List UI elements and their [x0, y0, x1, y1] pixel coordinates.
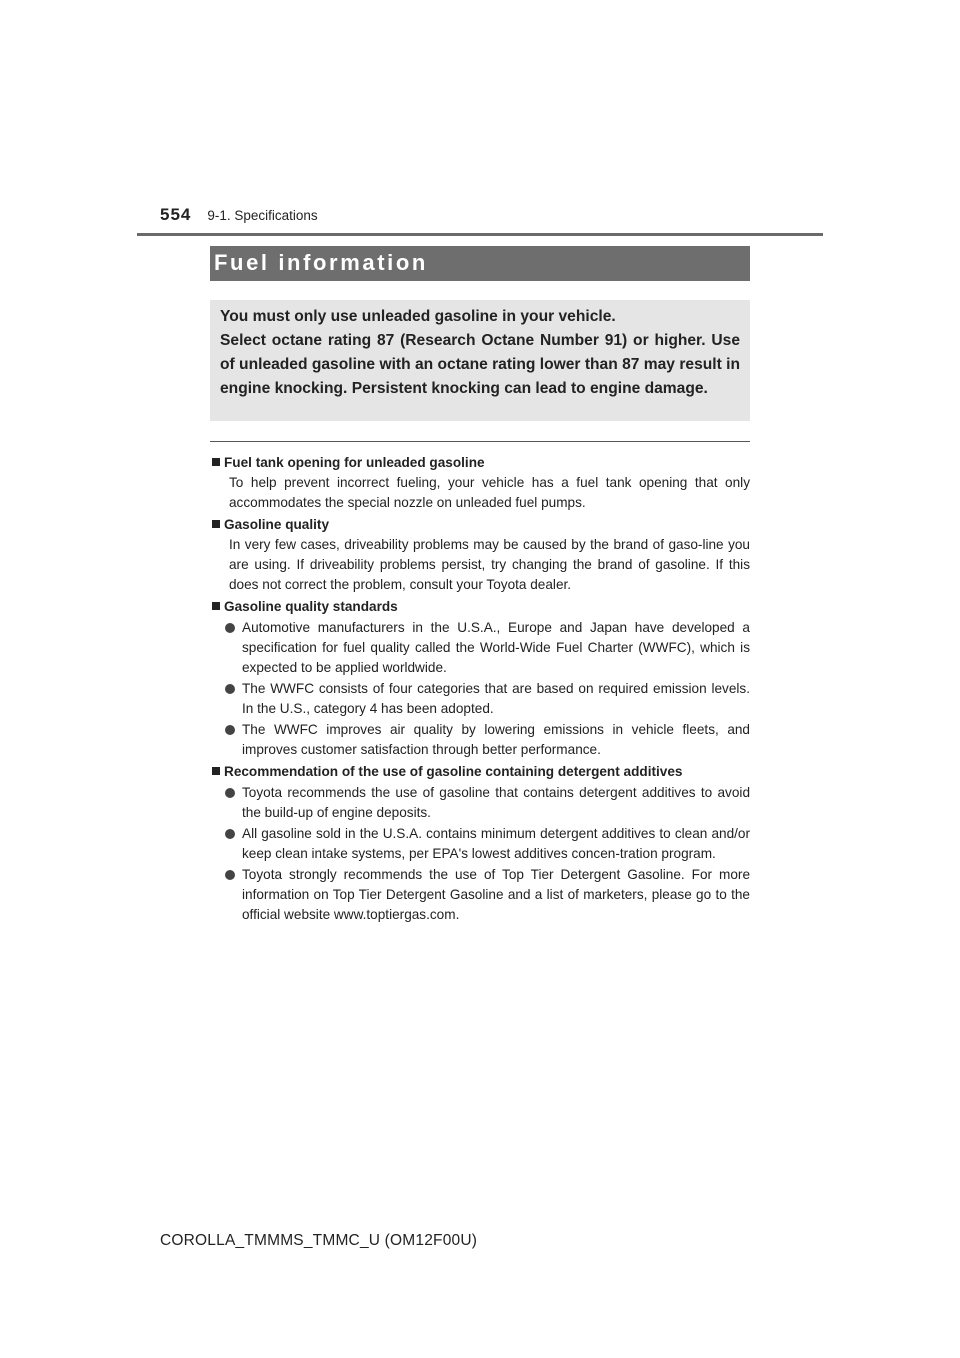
- circle-bullet-icon: [225, 829, 235, 839]
- intro-box: [210, 300, 750, 421]
- list-item-text: Toyota strongly recommends the use of Top Tier Detergent Gasoline. For more information on Top Tier Detergent Gasoline and a list of marketers, please go to the official website www.toptiergas.com.: [242, 867, 750, 922]
- intro-line-1: You must only use unleaded gasoline in your vehicle.: [220, 308, 616, 325]
- section-label: 9-1. Specifications: [207, 208, 318, 223]
- list-item: [212, 824, 750, 864]
- document-footer: COROLLA_TMMMS_TMMC_U (OM12F00U): [160, 1232, 478, 1249]
- content: [212, 451, 750, 926]
- section-text: In very few cases, driveability problems may be caused by the brand of gaso-line you are using. If driveability problems persist, try changing the brand of gasoline. If this does not correct the problem, consult your Toyota dealer.: [229, 537, 750, 592]
- list-item-text: Automotive manufacturers in the U.S.A., Europe and Japan have developed a specification for fuel quality called the World-Wide Fuel Charter (WWFC), which is expected to be applied worldwide.: [242, 620, 750, 675]
- list-item: [212, 783, 750, 823]
- list-item: [212, 720, 750, 760]
- section-heading: [212, 453, 750, 473]
- section-heading: [212, 597, 750, 617]
- square-bullet-icon: [212, 602, 220, 610]
- list-item-text: Toyota recommends the use of gasoline that contains detergent additives to avoid the build-up of engine deposits.: [242, 785, 750, 820]
- list-item: [212, 865, 750, 925]
- list-item-text: All gasoline sold in the U.S.A. contains minimum detergent additives to clean and/or keep clean intake systems, per EPA's lowest additives concen-tration program.: [242, 826, 750, 861]
- list-item: [212, 679, 750, 719]
- page-title: Fuel information: [214, 250, 428, 275]
- circle-bullet-icon: [225, 870, 235, 880]
- intro-line-2: Select octane rating 87 (Research Octane Number 91) or higher. Use of unleaded gasoline with an octane rating lower than 87 may result in engine knocking. Persistent knocking can lead to engine damage.: [220, 332, 740, 397]
- section-text: To help prevent incorrect fueling, your vehicle has a fuel tank opening that only accommodates the special nozzle on unleaded fuel pumps.: [229, 475, 750, 510]
- circle-bullet-icon: [225, 684, 235, 694]
- section-heading-text: Recommendation of the use of gasoline containing detergent additives: [224, 764, 683, 779]
- page-number: 554: [160, 205, 192, 224]
- square-bullet-icon: [212, 458, 220, 466]
- list-item: [212, 618, 750, 678]
- list-item-text: The WWFC improves air quality by lowering emissions in vehicle fleets, and improves customer satisfaction through better performance.: [242, 722, 750, 757]
- section-rule: [210, 441, 750, 442]
- section-heading: [212, 515, 750, 535]
- section-heading: [212, 762, 750, 782]
- section-heading-text: Gasoline quality standards: [224, 599, 398, 614]
- header-rule: [137, 233, 823, 236]
- square-bullet-icon: [212, 767, 220, 775]
- circle-bullet-icon: [225, 623, 235, 633]
- circle-bullet-icon: [225, 788, 235, 798]
- title-bar: [210, 246, 750, 281]
- page-header: [160, 205, 318, 225]
- list-item-text: The WWFC consists of four categories that are based on required emission levels. In the U.S., category 4 has been adopted.: [242, 681, 750, 716]
- square-bullet-icon: [212, 520, 220, 528]
- section-heading-text: Fuel tank opening for unleaded gasoline: [224, 455, 485, 470]
- section-heading-text: Gasoline quality: [224, 517, 329, 532]
- circle-bullet-icon: [225, 725, 235, 735]
